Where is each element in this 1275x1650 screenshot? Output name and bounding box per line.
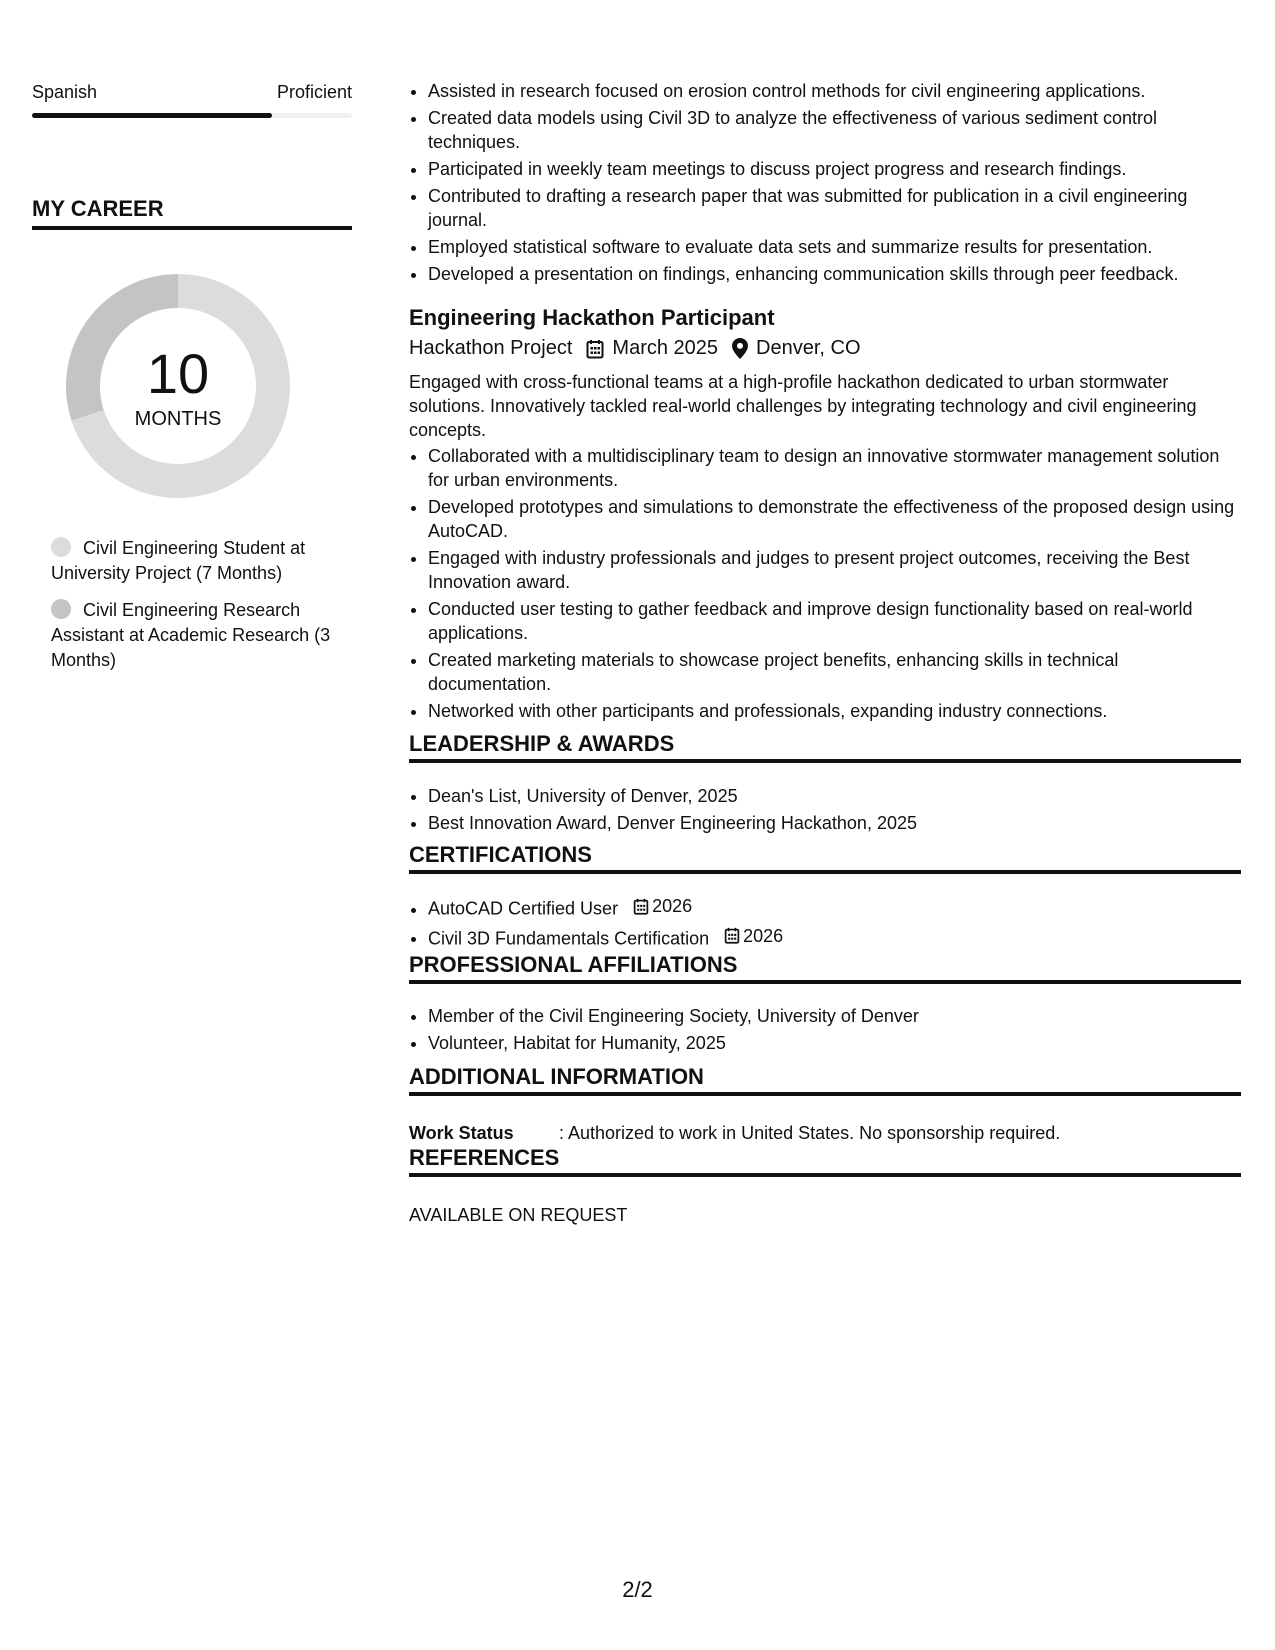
hackathon-block [409,305,1241,726]
bullet-item: • Engaged with industry professionals and judges to present project outcomes, receiving the Best Innovation award. [428,546,1241,594]
bullet-item: • Created data models using Civil 3D to analyze the effectiveness of various sediment control techniques. [428,106,1241,154]
legend-label: Civil Engineering Student at University Project (7 Months) [51,538,306,583]
job-date: March 2025 [612,337,719,359]
certifications-heading: CERTIFICATIONS [409,842,1241,874]
language-level: Proficient [276,82,352,102]
bullet-item: • Assisted in research focused on erosion control methods for civil engineering applications. [428,79,1241,103]
job-meta [409,337,1241,360]
work-status-value: : Authorized to work in United States. No sponsorship required. [559,1123,1061,1143]
affiliation-item: • Volunteer, Habitat for Humanity, 2025 [428,1031,1241,1055]
research-bullets-block [409,79,1241,289]
location-pin-icon [732,338,748,359]
job-organization: Hackathon Project [409,337,573,359]
bullet-item: • Created marketing materials to showcase project benefits, enhancing skills in technical documentation. [428,648,1241,696]
language-level-bar [32,113,352,118]
work-status-row [409,1123,1060,1144]
certification-item [428,894,1241,921]
certification-year: 2026 [743,925,784,946]
awards-block [409,784,1241,838]
legend-dot [51,599,71,619]
affiliations-block [409,1004,1241,1058]
bullet-item: • Developed prototypes and simulations to demonstrate the effectiveness of the proposed design using AutoCAD. [428,495,1241,543]
work-status-label: Work Status [409,1123,514,1143]
job-title: Engineering Hackathon Participant [409,305,775,330]
affiliation-item: • Member of the Civil Engineering Society, University of Denver [428,1004,1241,1028]
research-bullet-list [409,79,1241,286]
legend-dot [51,537,71,557]
career-total-unit: MONTHS [134,408,222,430]
award-item: • Best Innovation Award, Denver Engineering Hackathon, 2025 [428,811,1241,835]
additional-info-heading: ADDITIONAL INFORMATION [409,1064,1241,1096]
language-name: Spanish [32,82,98,102]
references-text: AVAILABLE ON REQUEST [409,1205,628,1225]
affiliations-heading: PROFESSIONAL AFFILIATIONS [409,952,1241,984]
certification-name: AutoCAD Certified User [428,898,619,919]
certifications-list [409,894,1241,950]
calendar-icon [586,339,604,359]
calendar-icon [633,898,649,915]
calendar-icon [724,927,740,944]
bullet-item: • Employed statistical software to evaluate data sets and summarize results for presentation. [428,235,1241,259]
awards-heading: LEADERSHIP & AWARDS [409,731,1241,763]
language-row [32,82,352,103]
job-description: Engaged with cross-functional teams at a high-profile hackathon dedicated to urban stormwater solutions. Innovatively tackled real-world challenges by integrating technology and civil engineering concepts. [409,372,1197,440]
career-legend-item [51,598,341,673]
bullet-item: • Conducted user testing to gather feedback and improve design functionality based on real-world applications. [428,597,1241,645]
career-heading: MY CAREER [32,196,352,230]
language-level-fill [32,113,272,118]
page-number: 2/2 [622,1577,653,1602]
career-total-value: 10 [146,342,210,405]
hackathon-bullet-list [409,444,1241,723]
certification-name: Civil 3D Fundamentals Certification [428,928,710,948]
job-location: Denver, CO [756,337,861,359]
award-item: • Dean's List, University of Denver, 2025 [428,784,1241,808]
bullet-item: • Participated in weekly team meetings to discuss project progress and research findings. [428,157,1241,181]
certification-year: 2026 [652,896,693,916]
references-heading: REFERENCES [409,1145,1241,1177]
affiliations-list [409,1004,1241,1055]
bullet-item: • Networked with other participants and professionals, expanding industry connections. [428,699,1241,723]
legend-label: Civil Engineering Research Assistant at Academic Research (3 Months) [51,600,331,670]
awards-list [409,784,1241,835]
bullet-item: • Contributed to drafting a research paper that was submitted for publication in a civil engineering journal. [428,184,1241,232]
bullet-item: • Collaborated with a multidisciplinary team to design an innovative stormwater management solution for urban environments. [428,444,1241,492]
bullet-item: • Developed a presentation on findings, enhancing communication skills through peer feedback. [428,262,1241,286]
career-legend-item [51,536,341,586]
certifications-block [409,894,1241,953]
certification-item [428,924,1241,951]
